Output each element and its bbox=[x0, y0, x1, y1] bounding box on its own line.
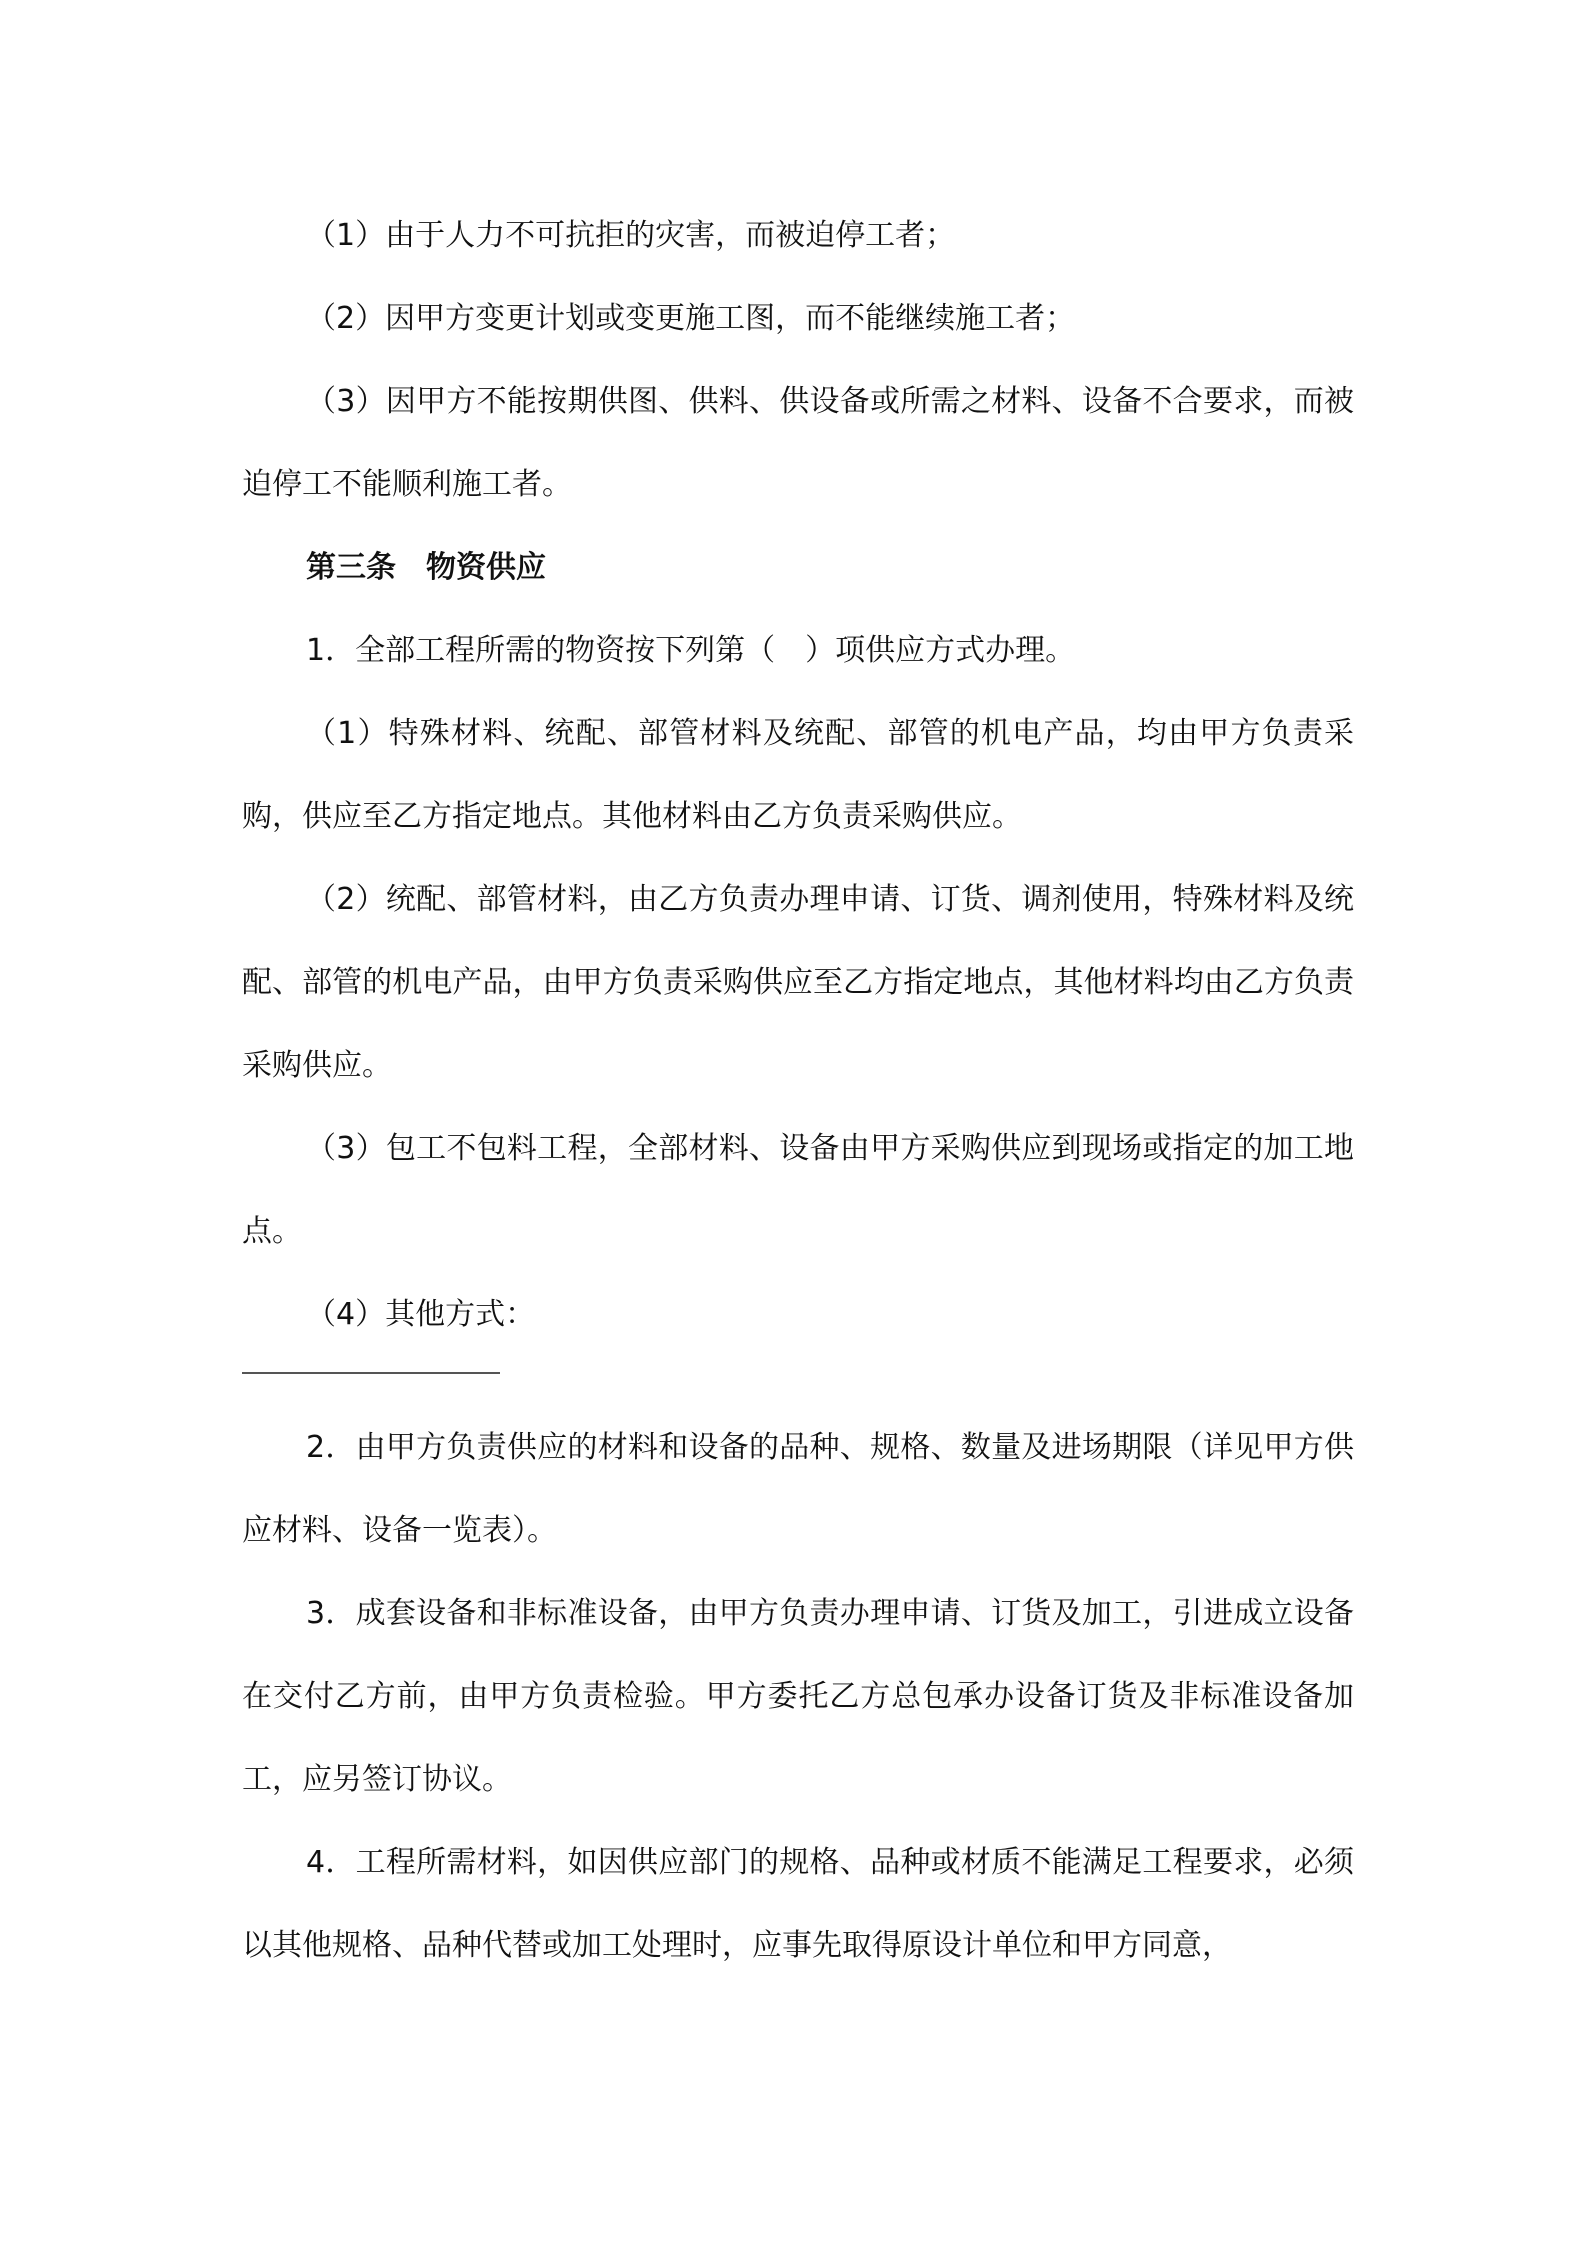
supply-option-2: （2）统配、部管材料，由乙方负责办理申请、订货、调剂使用，特殊材料及统配、部管的机电产品，由甲方负责采购供应至乙方指定地点，其他材料均由乙方负责采购供应。 bbox=[242, 882, 1354, 1083]
clause-item-2: （2）因甲方变更计划或变更施工图，而不能继续施工者； bbox=[306, 301, 1076, 336]
supply-clause-2: 2．由甲方负责供应的材料和设备的品种、规格、数量及进场期限（详见甲方供应材料、设备一览表）。 bbox=[242, 1430, 1354, 1548]
clause-item-1: （1）由于人力不可抗拒的灾害，而被迫停工者； bbox=[306, 218, 956, 253]
supply-clause-3: 3．成套设备和非标准设备，由甲方负责办理申请、订货及加工，引进成立设备在交付乙方前，由甲方负责检验。甲方委托乙方总包承办设备订货及非标准设备加工，应另签订协议。 bbox=[242, 1596, 1354, 1797]
supply-clause-1: 1．全部工程所需的物资按下列第（ ）项供应方式办理。 bbox=[306, 633, 1076, 668]
document-body bbox=[242, 194, 1354, 1987]
article-heading: 第三条 物资供应 bbox=[306, 550, 546, 585]
fill-in-blank bbox=[242, 1356, 1354, 1406]
clause-item-3: （3）因甲方不能按期供图、供料、供设备或所需之材料、设备不合要求，而被迫停工不能顺利施工者。 bbox=[242, 384, 1354, 502]
supply-option-1: （1）特殊材料、统配、部管材料及统配、部管的机电产品，均由甲方负责采购，供应至乙方指定地点。其他材料由乙方负责采购供应。 bbox=[242, 716, 1354, 834]
supply-option-3: （3）包工不包料工程，全部材料、设备由甲方采购供应到现场或指定的加工地点。 bbox=[242, 1131, 1354, 1249]
blank-underline bbox=[242, 1372, 500, 1374]
supply-option-4: （4）其他方式： bbox=[306, 1297, 536, 1332]
supply-clause-4: 4．工程所需材料，如因供应部门的规格、品种或材质不能满足工程要求，必须以其他规格、品种代替或加工处理时，应事先取得原设计单位和甲方同意， bbox=[242, 1845, 1354, 1963]
